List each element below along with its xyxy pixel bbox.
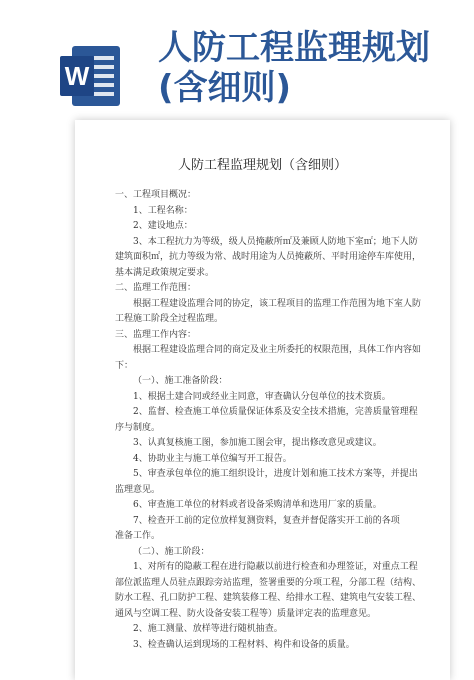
paragraph-line: 准备工作。 [115,531,161,541]
paragraph-line: 1、根据土建合同或经业主同意，审查确认分包单位的技术资质。 [133,391,391,402]
paragraph-line: 6、审查施工单位的材料或者设备采购清单和选用厂家的质量。 [133,500,382,510]
paragraph-line: 部位派监理人员驻点跟踪旁站监理，签署重要的分项工程，分部工程（结构、 [115,577,422,588]
paragraph-line: 通风与空调工程、防火设备安装工程等）质量评定表的监理意见。 [115,608,377,619]
document-title-banner [158,28,468,108]
subsection-heading: （二）、施工阶段： [133,546,210,557]
paragraph-line: 基本满足政策规定要求。 [115,267,215,278]
paragraph-line: 5、审查承包单位的施工组织设计，进度计划和施工技术方案等，并提出 [133,469,418,479]
paragraph-line: 3、本工程抗力为等级，级人员掩蔽所㎡及兼顾人防地下室㎡；地下人防 [133,236,418,247]
svg-text:W: W [64,61,90,91]
paragraph-line: 工程施工阶段全过程监理。 [115,314,224,324]
title-line-2: (含细则) [158,68,292,108]
paragraph-line: 4、协助业主与施工单位编写开工报告。 [133,453,292,464]
paragraph-line: 建筑面积㎡，抗力等级为常、战时用途为人员掩蔽所、平时用途停车库使用， [115,252,422,262]
title-line-1: 人防工程监理规划 [158,28,430,68]
document-page [75,120,450,680]
section-heading: 三、监理工作内容： [115,329,197,340]
page-title: 人防工程监理规划（含细则） [177,158,347,173]
paragraph-line: 1、对所有的隐蔽工程在进行隐蔽以前进行检查和办理签证，对重点工程 [133,562,418,572]
paragraph-line: 一、工程项目概况： [115,190,197,200]
paragraph-line: 根据工程建设监理合同的协定，该工程项目的监理工作范围为地下室人防 [133,298,422,309]
section-heading: 二、监理工作范围： [115,283,197,293]
paragraph-line: 2、建设地点： [133,221,193,231]
paragraph-line: 2、监督、检查施工单位质量保证体系及安全技术措施，完善质量管理程 [133,407,418,417]
paragraph-line: 根据工程建设监理合同的商定及业主所委托的权限范围，具体工作内容如 [133,345,422,355]
paragraph-line: 2、施工测量、放样等进行随机抽查。 [133,624,283,634]
header [0,0,474,120]
paragraph-line: 7、检查开工前的定位放样复测资料，复查并督促落实开工前的各项 [133,515,400,526]
word-icon [60,40,124,112]
paragraph-line: 1、工程名称： [133,205,193,216]
paragraph-line: 防水工程、孔口防护工程、建筑装修工程、给排水工程、建筑电气安装工程、 [115,593,422,603]
paragraph-line: 序与制度。 [115,422,161,433]
paragraph-line: 3、检查确认运到现场的工程材料、构件和设备的质量。 [133,639,355,650]
paragraph-line: 下： [115,360,134,371]
paragraph-line: 监理意见。 [115,484,161,495]
paragraph-line: 3、认真复核施工图，参加施工图会审，提出修改意见或建议。 [133,438,382,448]
subsection-heading: （一）、施工准备阶段： [133,376,228,386]
document-body [115,188,422,653]
